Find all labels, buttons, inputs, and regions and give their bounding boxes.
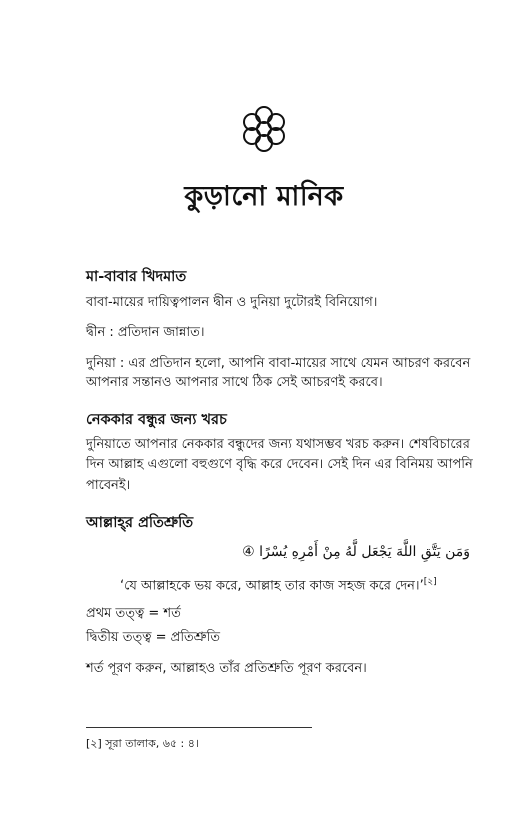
paragraph: দিন আল্লাহ এগুলো বহুগুণে বৃদ্ধি করে দেবেন। সেই দিন এর বিনিময় আপনি xyxy=(86,457,473,472)
paragraph: দ্বীন : প্রতিদান জান্নাত। xyxy=(86,325,205,340)
paragraph: দ্বিতীয় তত্ত্ব = প্রতিশ্রুতি xyxy=(86,630,221,645)
paragraph: বাবা-মায়ের দায়িত্বপালন দ্বীন ও দুনিয়া দুটোরই বিনিয়োগ। xyxy=(86,295,378,310)
paragraph: দুনিয়া : এর প্রতিদান হলো, আপনি বাবা-মায়ের সাথে যেমন আচরণ করবেন xyxy=(86,356,471,371)
verse-translation xyxy=(120,574,437,597)
paragraph: পাবেনই। xyxy=(86,478,131,493)
footnote: [২] সূরা তালাক, ৬৫ : ৪। xyxy=(86,737,199,750)
footnote-ref: [২] xyxy=(423,577,437,587)
footnote-divider xyxy=(86,727,312,728)
flower-ornament-icon xyxy=(238,103,290,155)
paragraph: প্রথম তত্ত্ব = শর্ত xyxy=(86,606,181,621)
section-heading-allah-promise: আল্লাহ্‌র প্রতিশ্রুতি xyxy=(86,514,194,531)
chapter-title: কুড়ানো মানিক xyxy=(184,181,344,212)
section-heading-parents-service: মা-বাবার খিদমাত xyxy=(86,268,187,285)
verse-translation-text: ‘যে আল্লাহকে ভয় করে, আল্লাহ তার কাজ সহজ করে দেন।’ xyxy=(120,578,424,594)
quran-verse-arabic: وَمَن يَتَّقِ اللَّهَ يَجْعَل لَّهُ مِنْ أَمْرِهِ يُسْرًا ④ xyxy=(242,544,470,560)
section-heading-friends-spending: নেককার বন্ধুর জন্য খরচ xyxy=(86,411,227,428)
paragraph: শর্ত পূরণ করুন, আল্লাহও তাঁর প্রতিশ্রুতি পূরণ করবেন। xyxy=(86,661,367,676)
paragraph: আপনার সন্তানও আপনার সাথে ঠিক সেই আচরণই করবে। xyxy=(86,375,383,390)
paragraph: দুনিয়াতে আপনার নেককার বন্ধুদের জন্য যথাসম্ভব খরচ করুন। শেষবিচারের xyxy=(86,437,470,452)
